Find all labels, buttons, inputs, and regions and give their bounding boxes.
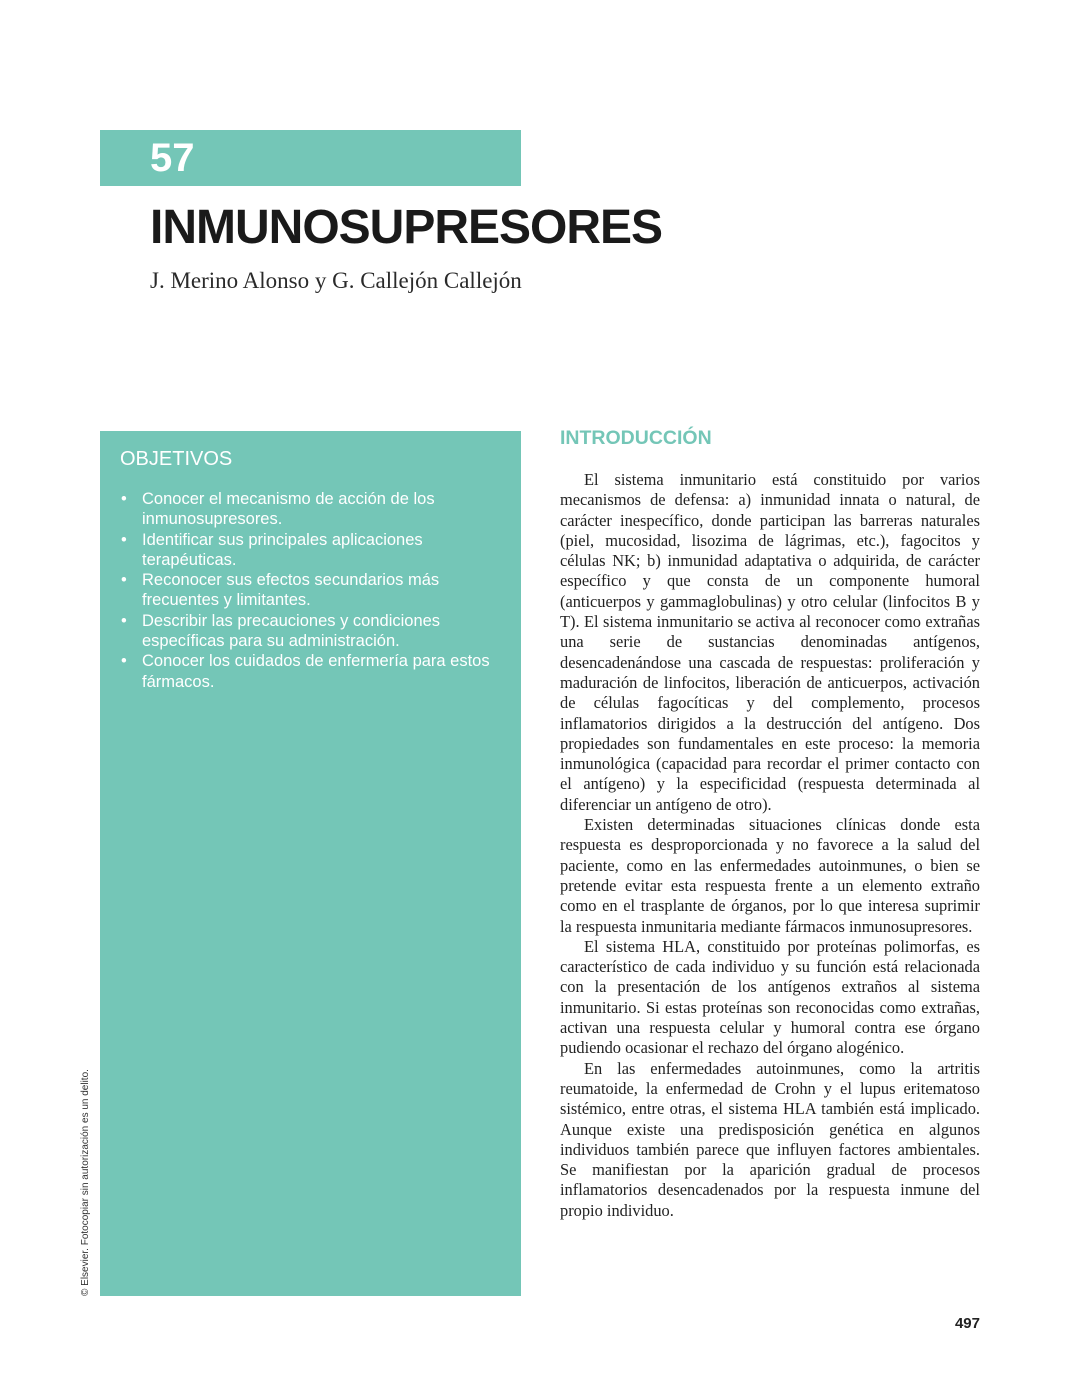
- page-number: 497: [954, 1315, 980, 1332]
- introduction-paragraph: Existen determinadas situaciones clínicas donde esta respuesta es desproporcionada y no favorece a la salud del paciente, como en las enfermedades autoinmunes, o bien se pretende evitar esta respuesta frente a un elemento extraño como en el trasplante de órganos, por lo que interesa suprimir la respuesta inmunitaria mediante fármacos inmunosupresores.: [560, 815, 980, 936]
- introduction-body: [560, 470, 980, 1221]
- objective-item: [120, 611, 490, 652]
- objectives-list: [120, 489, 490, 692]
- objective-text: Identificar sus principales aplicaciones terapéuticas.: [142, 530, 423, 569]
- objective-item: [120, 489, 490, 530]
- objective-text: Reconocer sus efectos secundarios más frecuentes y limitantes.: [142, 571, 440, 610]
- chapter-title: INMUNOSUPRESORES: [150, 201, 663, 254]
- objective-text: Conocer el mecanismo de acción de los inmunosupresores.: [142, 490, 435, 529]
- introduction-paragraph: En las enfermedades autoinmunes, como la artritis reumatoide, la enfermedad de Crohn y el lupus eritematoso sistémico, entre otras, el sistema HLA también está implicado. Aunque existe una predisposición genética en algunos individuos también parece que influyen factores ambientales. Se manifiestan por la aparición gradual de procesos inflamatorios desencadenados por la respuesta inmune del propio individuo.: [560, 1058, 980, 1220]
- bullet-icon: •: [121, 490, 127, 508]
- chapter-number-band: [100, 130, 521, 186]
- bullet-icon: •: [121, 571, 127, 590]
- bullet-icon: •: [121, 652, 127, 671]
- bullet-icon: •: [121, 530, 127, 549]
- introduction-paragraph: El sistema HLA, constituido por proteínas polimorfas, es característico de cada individuo y su función está relacionada con la presentación de los antígenos extraños al sistema inmunitario. Si estas proteínas son reconocidas como extrañas, activan una respuesta celular y humoral contra ese órgano pudiendo ocasionar el rechazo del órgano alogénico.: [560, 936, 980, 1058]
- objective-item: [120, 530, 490, 571]
- introduction-heading: INTRODUCCIÓN: [560, 427, 712, 449]
- objective-text: Describir las precauciones y condiciones específicas para su administración.: [142, 611, 441, 651]
- introduction-paragraph: El sistema inmunitario está constituido por varios mecanismos de defensa: a) inmunidad innata o natural, de carácter inespecífico, donde participan las barreras naturales (piel, mucosidad, lisozima de lágrimas, etc.), fagocitos y células NK; b) inmunidad adaptativa o adquirida, de carácter específico y que consta de un componente humoral (anticuerpos y gammaglobulinas) y otro celular (linfocitos B y T). El sistema inmunitario se activa al reconocer como extrañas una serie de sustancias denominadas antígenos, desencadenándose una cascada de respuestas: proliferación y maduración de linfocitos, liberación de anticuerpos, activación de células fagocíticas y del complemento, procesos inflamatorios dirigidos a la destrucción del antígeno. Dos propiedades son fundamentales en este proceso: la memoria inmunológica (capacidad para recordar el primer contacto con el antígeno) y la especificidad (respuesta determinada al diferenciar un antígeno de otro).: [560, 470, 980, 814]
- objective-item: [120, 651, 490, 692]
- objectives-heading: OBJETIVOS: [120, 448, 233, 470]
- objectives-box: [100, 431, 521, 1296]
- chapter-authors: J. Merino Alonso y G. Callejón Callejón: [150, 268, 522, 293]
- copyright-notice: © Elsevier. Fotocopiar sin autorización es un delito.: [80, 1069, 91, 1296]
- objective-text: Conocer los cuidados de enfermería para estos fármacos.: [142, 652, 490, 691]
- objective-item: [120, 570, 490, 611]
- bullet-icon: •: [121, 611, 127, 630]
- chapter-number: 57: [150, 136, 195, 180]
